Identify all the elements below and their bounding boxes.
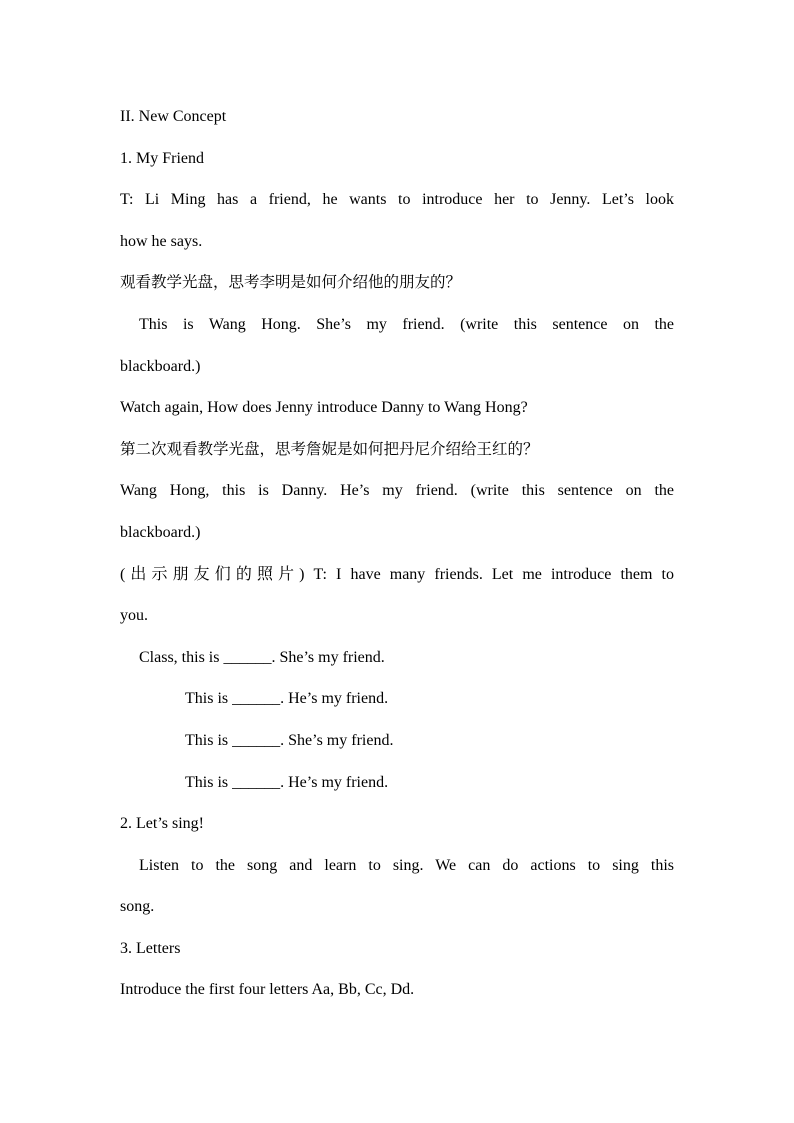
part1-heading: 1. My Friend <box>120 149 204 167</box>
teacher-line-1: T: Li Ming has a friend, he wants to introduce her to Jenny. Let’s look <box>120 191 674 209</box>
document-body <box>120 96 674 1011</box>
example1-line-1: This is Wang Hong. She’s my friend. (write this sentence on the <box>139 315 674 333</box>
part2-heading: 2. Let’s sing! <box>120 815 204 833</box>
example2-line-1: Wang Hong, this is Danny. He’s my friend. (write this sentence on the <box>120 482 674 500</box>
letters-line: Introduce the first four letters Aa, Bb, Cc, Dd. <box>120 981 415 999</box>
pattern-line-4: This is ______. He’s my friend. <box>185 773 389 791</box>
example2-line-2: blackboard.) <box>120 523 201 541</box>
example1-line-2: blackboard.) <box>120 357 201 375</box>
part3-heading: 3. Letters <box>120 939 181 957</box>
cn-question-1: 观看教学光盘，思考李明是如何介绍他的朋友的？ <box>120 273 462 292</box>
photos-line-1: (出示朋友们的照片) T: I have many friends. Let me introduce them to <box>120 565 674 583</box>
cn-question-2: 第二次观看教学光盘，思考詹妮是如何把丹尼介绍给王红的？ <box>120 439 539 458</box>
watch-again-line: Watch again, How does Jenny introduce Danny to Wang Hong? <box>120 399 528 417</box>
section-heading: II. New Concept <box>120 108 227 125</box>
pattern-line-3: This is ______. She’s my friend. <box>185 731 394 749</box>
pattern-line-2: This is ______. He’s my friend. <box>185 690 389 708</box>
photos-line-2: you. <box>120 607 148 625</box>
sing-line-2: song. <box>120 898 155 916</box>
teacher-line-2: how he says. <box>120 232 203 250</box>
sing-line-1: Listen to the song and learn to sing. We can do actions to sing this <box>139 856 674 874</box>
pattern-line-1: Class, this is ______. She’s my friend. <box>139 648 385 666</box>
